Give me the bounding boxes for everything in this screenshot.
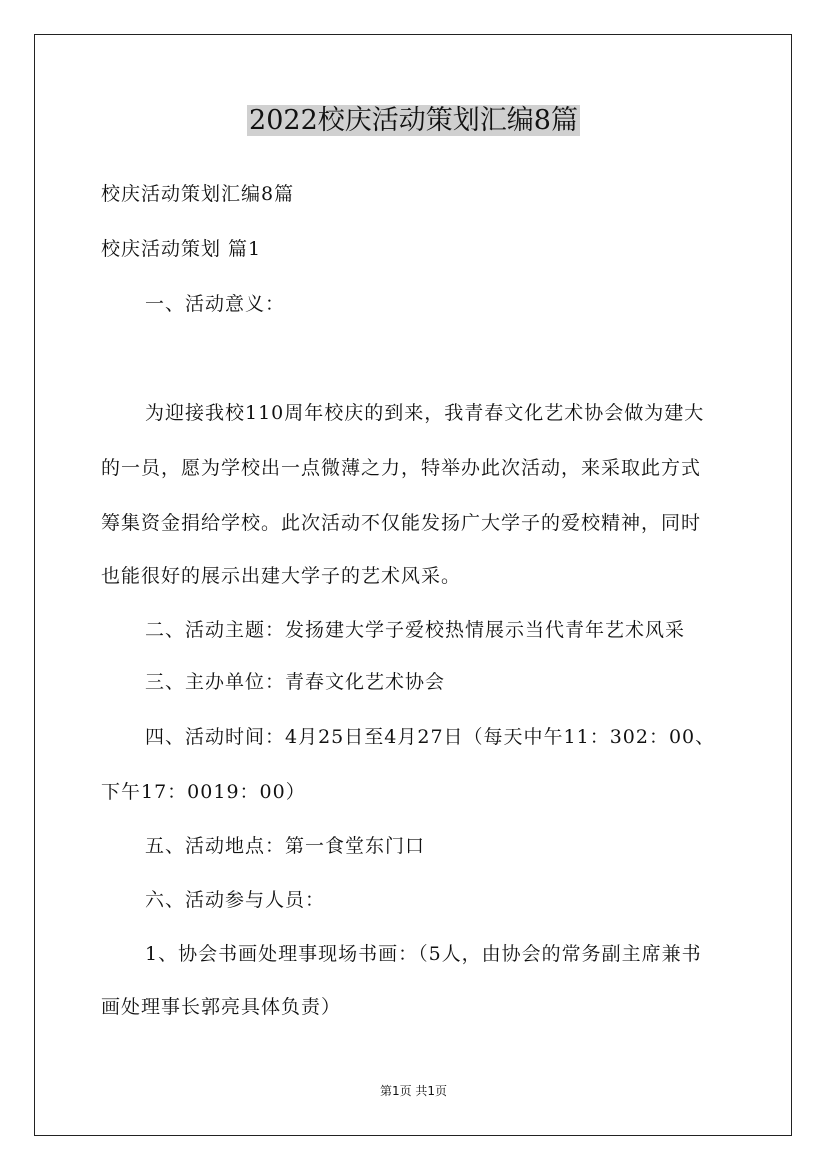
paragraph-line: 下午17：0019：00） [101,781,306,803]
paragraph-line: 六、活动参与人员： [145,889,326,911]
paragraph-line: 一、活动意义： [145,293,286,315]
paragraph-line: 四、活动时间：4月25日至4月27日（每天中午11：302：00、 [145,726,716,748]
page-footer: 第1页 共1页 [379,1084,448,1098]
section-heading: 校庆活动策划 篇1 [101,238,262,260]
paragraph-line: 三、主办单位：青春文化艺术协会 [145,671,446,693]
paragraph-line: 画处理事长郭亮具体负责） [101,996,342,1018]
paragraph-line: 1、协会书画处理事现场书画：（5人，由协会的常务副主席兼书 [145,943,702,965]
paragraph-line: 也能很好的展示出建大学子的艺术风采。 [101,565,462,587]
paragraph-line: 的一员，愿为学校出一点微薄之力，特举办此次活动，来采取此方式 [101,457,702,479]
paragraph-line: 为迎接我校110周年校庆的到来，我青春文化艺术协会做为建大 [145,402,705,424]
paragraph-line: 五、活动地点：第一食堂东门口 [145,835,426,857]
document-title-text: 2022校庆活动策划汇编8篇 [249,105,578,136]
paragraph-line: 二、活动主题：发扬建大学子爱校热情展示当代青年艺术风采 [145,619,686,641]
document-subtitle: 校庆活动策划汇编8篇 [101,183,295,205]
paragraph-line: 筹集资金捐给学校。此次活动不仅能发扬广大学子的爱校精神，同时 [101,512,702,534]
document-title [0,101,827,141]
